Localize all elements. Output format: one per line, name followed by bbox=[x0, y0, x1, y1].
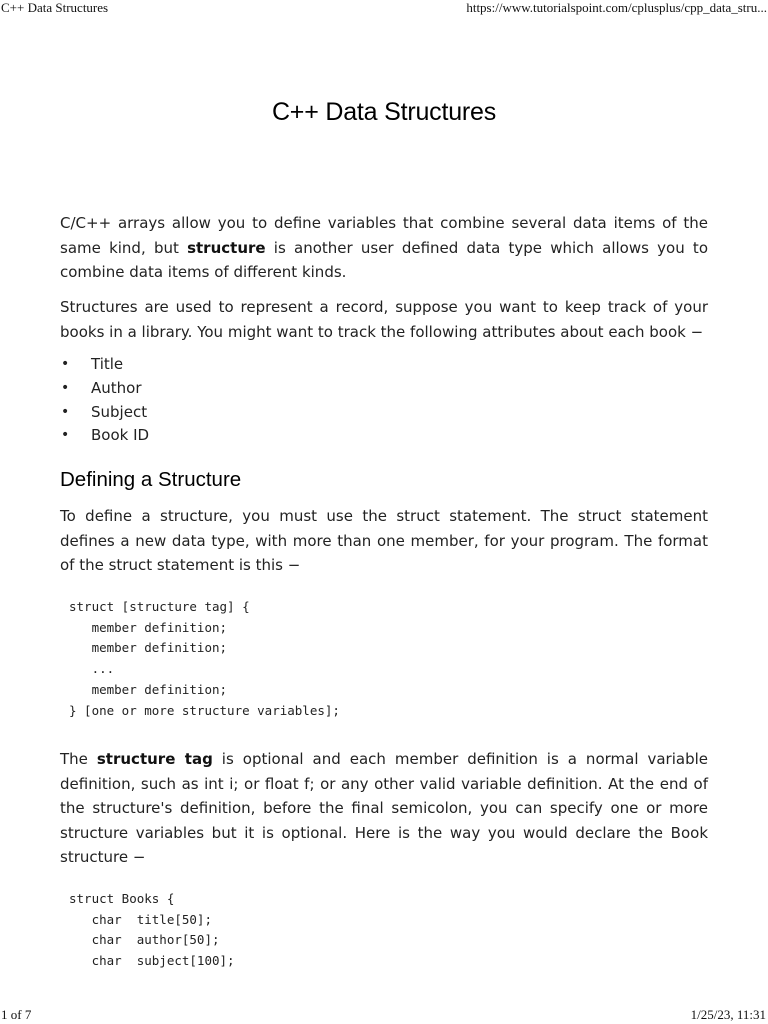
list-item: • Author bbox=[60, 377, 149, 401]
list-item: • Book ID bbox=[60, 424, 149, 448]
intro-paragraph-1 bbox=[60, 211, 708, 285]
section-bold-term: structure tag bbox=[96, 750, 213, 768]
section-paragraph-1: To define a structure, you must use the struct statement. The struct statement defines a new data type, with more than one member, for your program. The format of the struct statement is this − bbox=[60, 507, 708, 574]
attribute-list bbox=[60, 353, 149, 448]
intro-text-a: C/C++ arrays allow you to define variables that combine several data items of the same kind, but bbox=[60, 214, 708, 257]
page-number: 1 of 7 bbox=[1, 1007, 32, 1022]
print-header-url: https://www.tutorialspoint.com/cplusplus/cpp_data_stru... bbox=[466, 0, 767, 15]
list-item: • Subject bbox=[60, 401, 149, 425]
page-title: C++ Data Structures bbox=[271, 98, 497, 126]
list-item: • Title bbox=[60, 353, 149, 377]
code-block-struct-syntax: struct [structure tag] { member definition; member definition; ... member definition; } [one or more structure variables]; bbox=[69, 599, 340, 718]
intro-paragraph-2: Structures are used to represent a record, suppose you want to keep track of your books in a library. You might want to track the following attributes about each book − bbox=[60, 298, 708, 341]
section-heading: Defining a Structure bbox=[60, 468, 242, 491]
intro-bold-term: structure bbox=[187, 238, 266, 257]
print-timestamp: 1/25/23, 11:31 bbox=[690, 1007, 766, 1022]
print-footer bbox=[0, 1007, 768, 1023]
print-header bbox=[0, 0, 768, 16]
section-text-b: is optional and each member definition is a normal variable definition, such as int i; or float f; or any other valid variable definition. At the end of the structure's definition, before the final semicolon, you can specify one or more structure variables but it is optional. Here is the way you would declare the Book structure − bbox=[60, 750, 708, 866]
print-header-title: C++ Data Structures bbox=[1, 0, 109, 15]
code-block-books-struct: struct Books { char title[50]; char author[50]; char subject[100]; bbox=[69, 891, 235, 969]
section-text-a: The bbox=[60, 750, 97, 768]
section-paragraph-2 bbox=[60, 747, 708, 870]
intro-text-b: is another user defined data type which allows you to combine data items of different kinds. bbox=[60, 238, 708, 281]
